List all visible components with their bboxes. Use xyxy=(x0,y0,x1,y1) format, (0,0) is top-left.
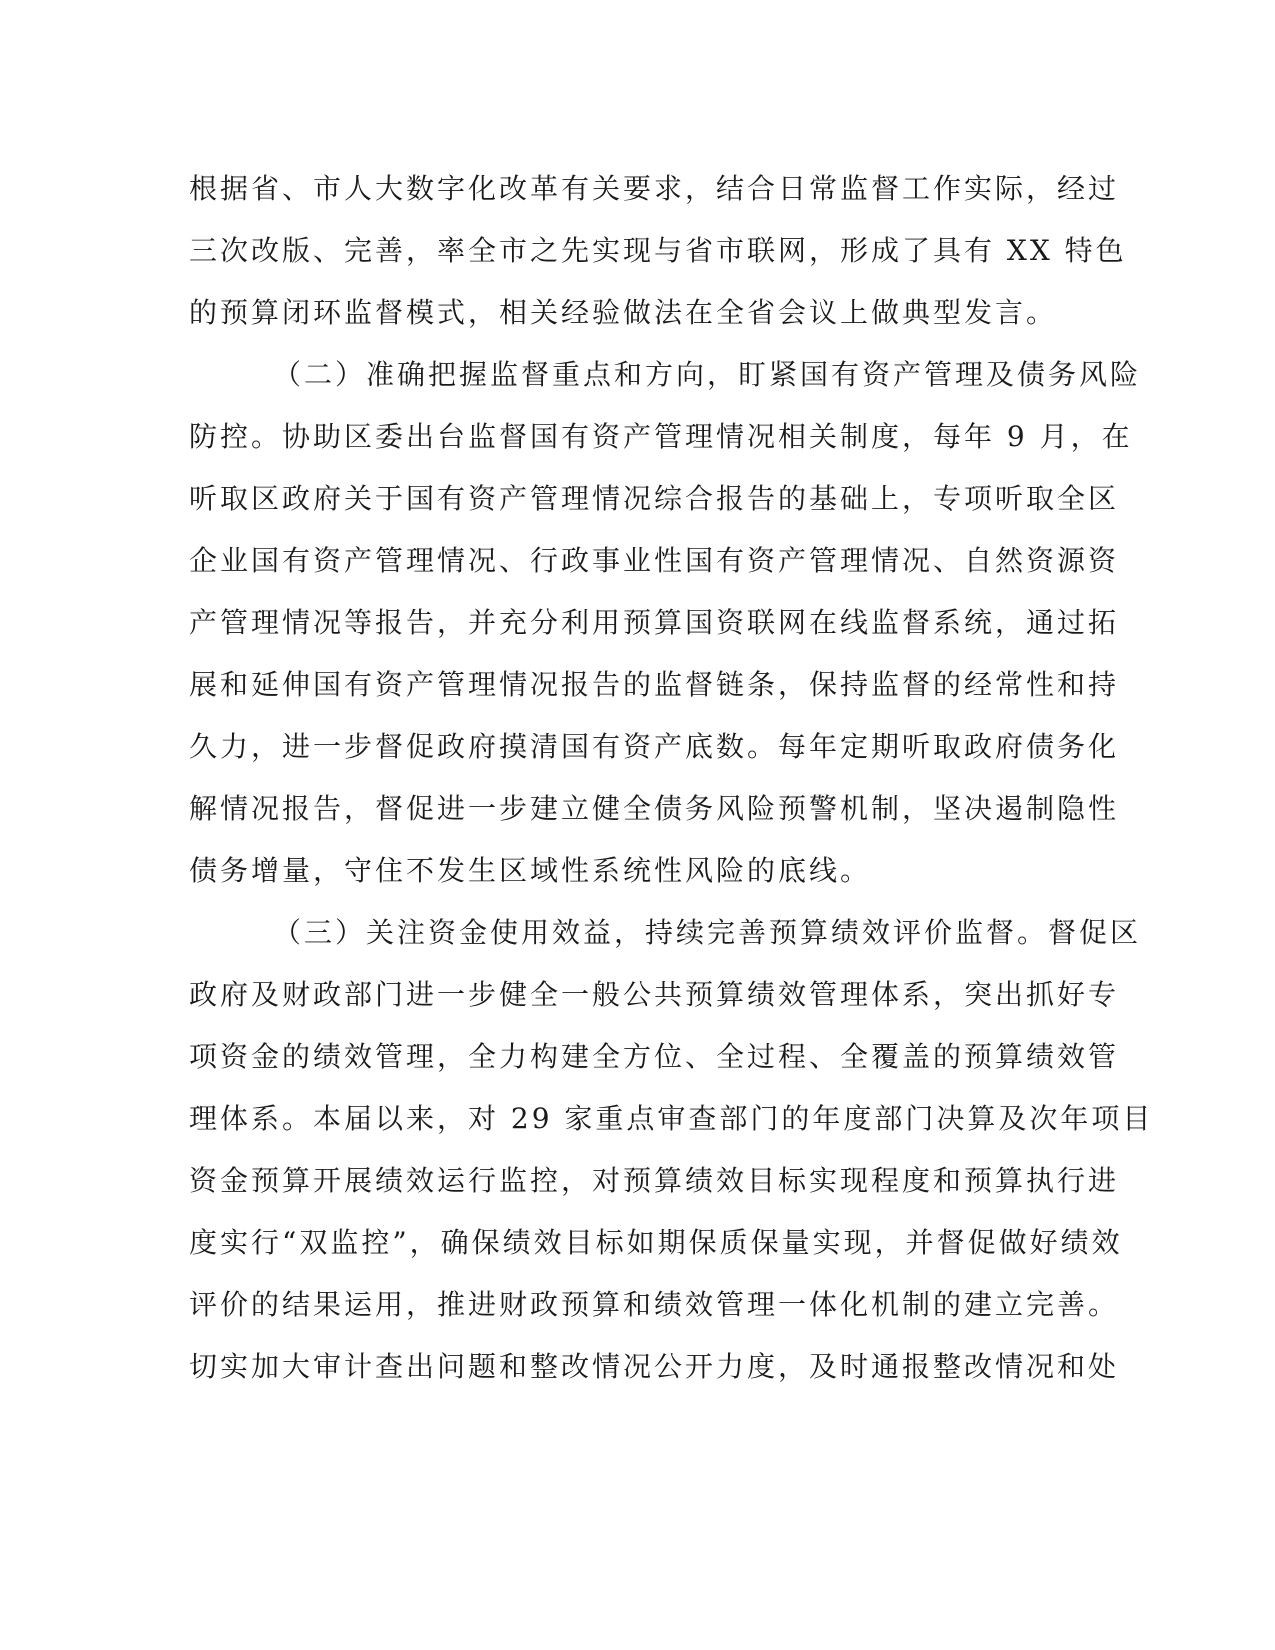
text-line: （三）关注资金使用效益，持续完善预算绩效评价监督。督促区 xyxy=(273,916,1142,949)
text-line: 防控。协助区委出台监督国有资产管理情况相关制度，每年 9 月，在 xyxy=(189,420,1133,453)
text-line: 展和延伸国有资产管理情况报告的监督链条，保持监督的经常性和持 xyxy=(189,668,1120,701)
text-line: 度实行“双监控”，确保绩效目标如期保质保量实现，并督促做好绩效 xyxy=(189,1226,1123,1259)
paragraph-performance-evaluation xyxy=(189,902,1154,1398)
text-line: 企业国有资产管理情况、行政事业性国有资产管理情况、自然资源资 xyxy=(189,544,1120,577)
text-line: 根据省、市人大数字化改革有关要求，结合日常监督工作实际，经过 xyxy=(189,172,1120,205)
document-body xyxy=(189,158,1154,1398)
text-line: 的预算闭环监督模式，相关经验做法在全省会议上做典型发言。 xyxy=(189,296,1058,329)
text-line: 听取区政府关于国有资产管理情况综合报告的基础上，专项听取全区 xyxy=(189,482,1120,515)
text-line: 三次改版、完善，率全市之先实现与省市联网，形成了具有 XX 特色 xyxy=(189,234,1127,267)
text-line: 项资金的绩效管理，全力构建全方位、全过程、全覆盖的预算绩效管 xyxy=(189,1040,1120,1073)
paragraph-continuation xyxy=(189,158,1127,344)
text-line: 政府及财政部门进一步健全一般公共预算绩效管理体系，突出抓好专 xyxy=(189,978,1120,1011)
text-line: （二）准确把握监督重点和方向，盯紧国有资产管理及债务风险 xyxy=(273,358,1142,391)
text-line: 产管理情况等报告，并充分利用预算国资联网在线监督系统，通过拓 xyxy=(189,606,1120,639)
text-line: 理体系。本届以来，对 29 家重点审查部门的年度部门决算及次年项目 xyxy=(189,1102,1154,1135)
text-line: 解情况报告，督促进一步建立健全债务风险预警机制，坚决遏制隐性 xyxy=(189,792,1120,825)
paragraph-state-assets xyxy=(189,344,1142,902)
text-line: 资金预算开展绩效运行监控，对预算绩效目标实现程度和预算执行进 xyxy=(189,1164,1120,1197)
text-line: 债务增量，守住不发生区域性系统性风险的底线。 xyxy=(189,854,872,887)
text-line: 切实加大审计查出问题和整改情况公开力度，及时通报整改情况和处 xyxy=(189,1350,1120,1383)
text-line: 久力，进一步督促政府摸清国有资产底数。每年定期听取政府债务化 xyxy=(189,730,1120,763)
text-line: 评价的结果运用，推进财政预算和绩效管理一体化机制的建立完善。 xyxy=(189,1288,1120,1321)
